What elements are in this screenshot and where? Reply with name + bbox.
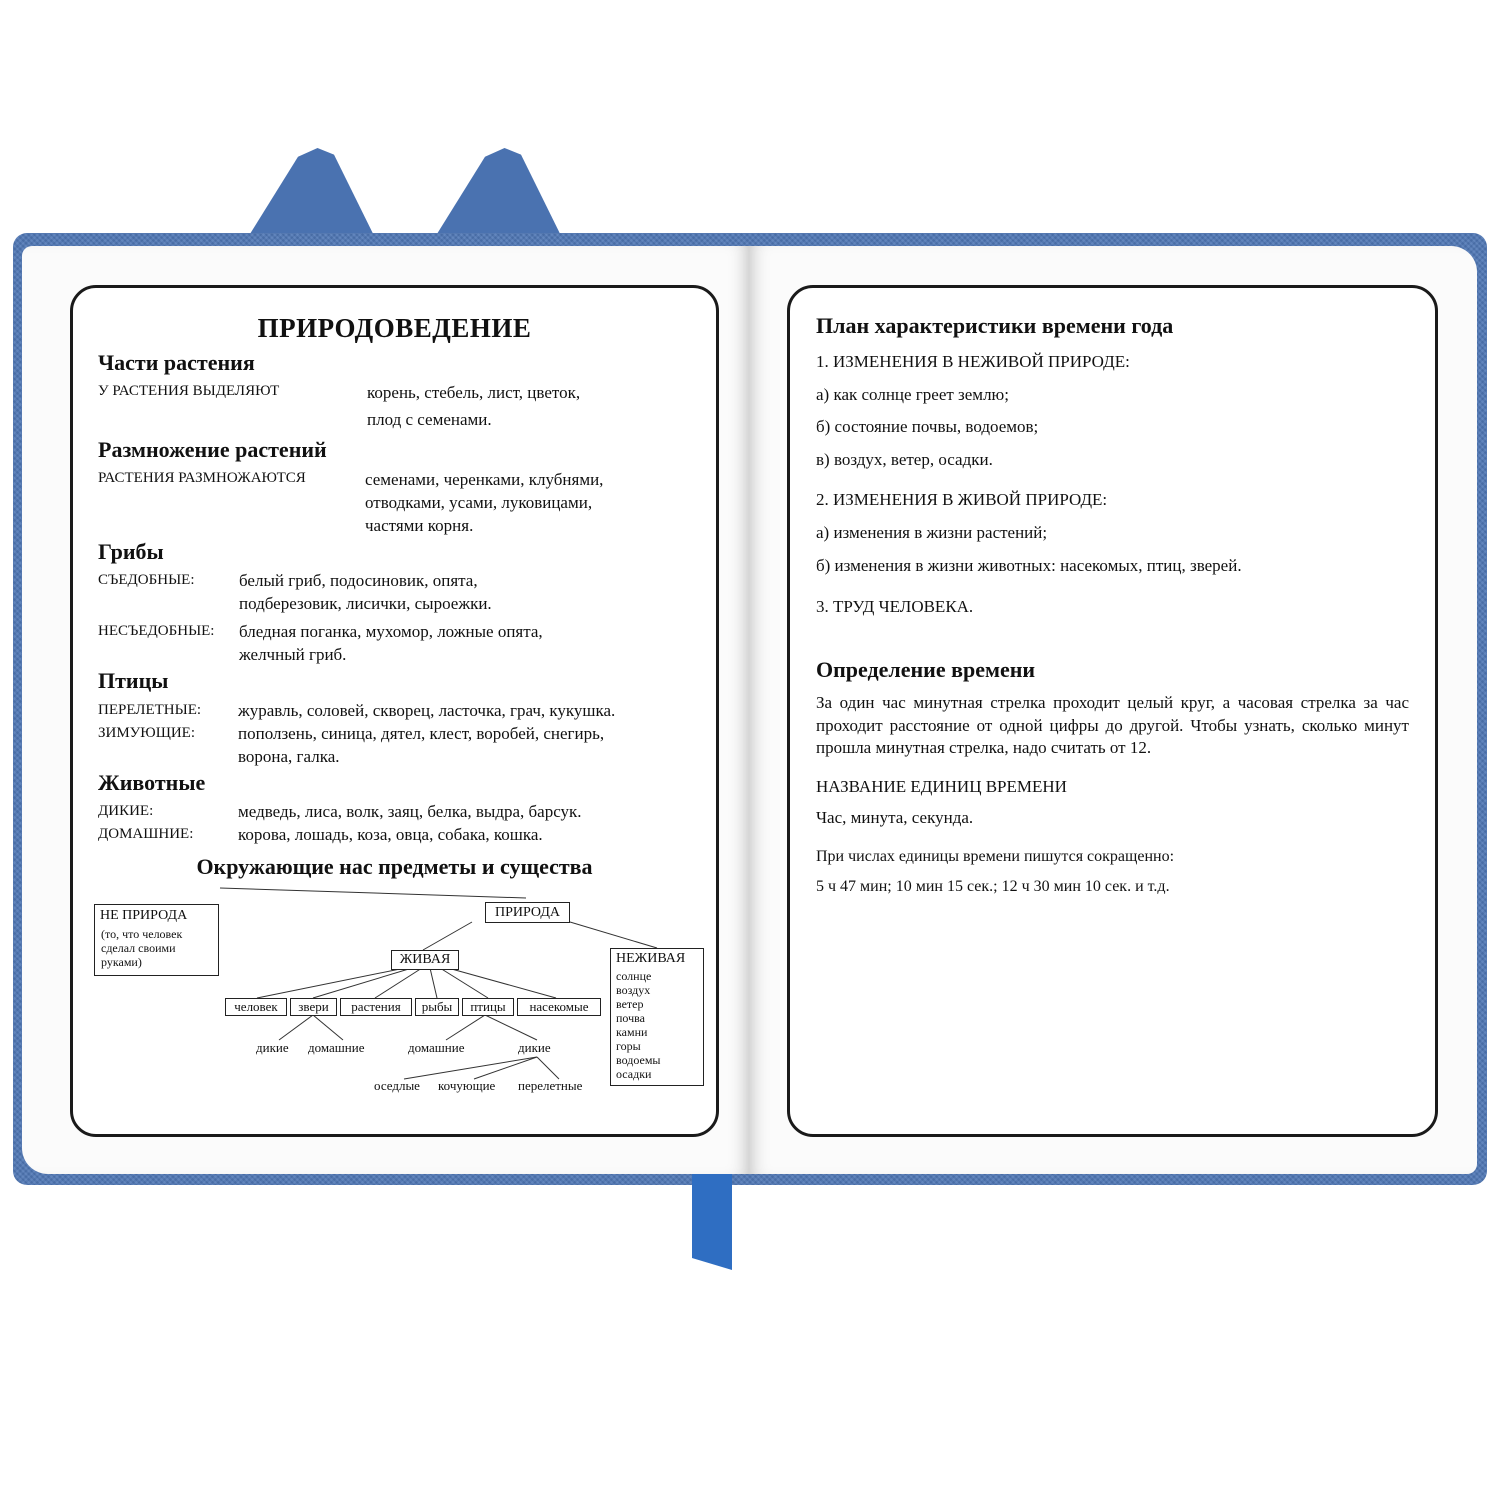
text-line: корова, лошадь, коза, овца, собака, кошка.: [238, 825, 543, 844]
nonliving-item: камни: [616, 1025, 648, 1039]
text-line: желчный гриб.: [239, 645, 347, 664]
text-line: бледная поганка, мухомор, ложные опята,: [239, 622, 543, 641]
units-heading: НАЗВАНИЕ ЕДИНИЦ ВРЕМЕНИ: [816, 777, 1067, 796]
box-fish: рыбы: [415, 998, 459, 1016]
text-line: журавль, соловей, скворец, ласточка, грач, кукушка.: [238, 701, 616, 720]
birds-nomadic: кочующие: [438, 1078, 496, 1093]
birds-migratory: перелетные: [518, 1078, 583, 1093]
heading-season-plan: План характеристики времени года: [816, 313, 1174, 338]
text-line: медведь, лиса, волк, заяц, белка, выдра, барсук.: [238, 802, 582, 821]
box-beasts: звери: [290, 998, 337, 1016]
box-human: человек: [225, 998, 287, 1016]
plan-item: а) как солнце греет землю;: [816, 385, 1009, 404]
plan-item: в) воздух, ветер, осадки.: [816, 450, 993, 469]
note-line: руками): [101, 955, 142, 969]
label-domestic: ДОМАШНИЕ:: [98, 826, 194, 842]
heading-diagram: Окружающие нас предметы и существа: [196, 854, 593, 879]
heading-plant-parts: Части растения: [98, 350, 255, 375]
label-wild: ДИКИЕ:: [98, 803, 154, 819]
nonliving-item: воздух: [616, 983, 651, 997]
plan-item: 1. ИЗМЕНЕНИЯ В НЕЖИВОЙ ПРИРОДЕ:: [816, 352, 1130, 371]
box-nature: ПРИРОДА: [485, 902, 570, 923]
abbr-example: 5 ч 47 мин; 10 мин 15 сек.; 12 ч 30 мин 10 сек. и т.д.: [816, 878, 1170, 895]
birds-domestic: домашние: [408, 1040, 465, 1055]
plan-item: 3. ТРУД ЧЕЛОВЕКА.: [816, 597, 974, 616]
units-text: Час, минута, секунда.: [816, 808, 974, 827]
heading-birds: Птицы: [98, 668, 169, 693]
birds-sedentary: оседлые: [374, 1078, 420, 1093]
text-line: частями корня.: [365, 516, 474, 535]
plan-item: 2. ИЗМЕНЕНИЯ В ЖИВОЙ ПРИРОДЕ:: [816, 490, 1108, 509]
label-reproduction: РАСТЕНИЯ РАЗМНОЖАЮТСЯ: [98, 470, 306, 486]
box-insects: насекомые: [517, 998, 601, 1016]
note-line: сделал своими: [101, 941, 176, 955]
birds-wild: дикие: [518, 1040, 551, 1055]
plan-item: а) изменения в жизни растений;: [816, 523, 1048, 542]
heading-reproduction: Размножение растений: [98, 437, 327, 462]
abbr-note: При числах единицы времени пишутся сокращенно:: [816, 848, 1175, 865]
note-line: (то, что человек: [101, 927, 183, 941]
label-inedible: НЕСЪЕДОБНЫЕ:: [98, 623, 215, 639]
beasts-wild: дикие: [256, 1040, 289, 1055]
text-line: плод с семенами.: [367, 410, 492, 429]
plan-item: б) состояние почвы, водоемов;: [816, 417, 1039, 436]
nonliving-item: ветер: [616, 997, 644, 1011]
nonliving-item: осадки: [616, 1067, 652, 1081]
text-line: корень, стебель, лист, цветок,: [367, 383, 581, 402]
text-line: отводками, усами, луковицами,: [365, 493, 593, 512]
nonliving-item: почва: [616, 1011, 645, 1025]
box-nonliving: [610, 948, 704, 1086]
not-nature-label: НЕ ПРИРОДА: [100, 908, 188, 923]
heading-mushrooms: Грибы: [98, 539, 164, 564]
label-migratory: ПЕРЕЛЕТНЫЕ:: [98, 702, 202, 718]
nonliving-label: НЕЖИВАЯ: [616, 951, 686, 966]
page-title: ПРИРОДОВЕДЕНИЕ: [257, 313, 532, 343]
nonliving-item: солнце: [616, 969, 652, 983]
heading-animals: Животные: [98, 770, 206, 795]
text-line: ворона, галка.: [238, 747, 340, 766]
box-not-nature: [94, 904, 219, 976]
box-living: ЖИВАЯ: [391, 950, 459, 970]
nonliving-item: водоемы: [616, 1053, 661, 1067]
heading-time: Определение времени: [816, 657, 1036, 682]
text-line: поползень, синица, дятел, клест, воробей, снегирь,: [238, 724, 605, 743]
box-birds: птицы: [462, 998, 514, 1016]
box-plants: растения: [340, 998, 412, 1016]
text-line: белый гриб, подосиновик, опята,: [239, 571, 478, 590]
label-wintering: ЗИМУЮЩИЕ:: [98, 725, 196, 741]
beasts-domestic: домашние: [308, 1040, 365, 1055]
label-plant-parts: У РАСТЕНИЯ ВЫДЕЛЯЮТ: [98, 383, 280, 399]
label-edible: СЪЕДОБНЫЕ:: [98, 572, 195, 588]
text-line: подберезовик, лисички, сыроежки.: [239, 594, 492, 613]
time-paragraph: За один час минутная стрелка проходит целый круг, а часовая стрелка за час проходит расстояние от одной цифры до другой. Чтобы узнать, сколько минут прошла минутная стрелка, надо считать от 12.: [816, 693, 1409, 757]
text-line: семенами, черенками, клубнями,: [365, 470, 604, 489]
nonliving-item: горы: [616, 1039, 641, 1053]
plan-item: б) изменения в жизни животных: насекомых, птиц, зверей.: [816, 556, 1242, 575]
